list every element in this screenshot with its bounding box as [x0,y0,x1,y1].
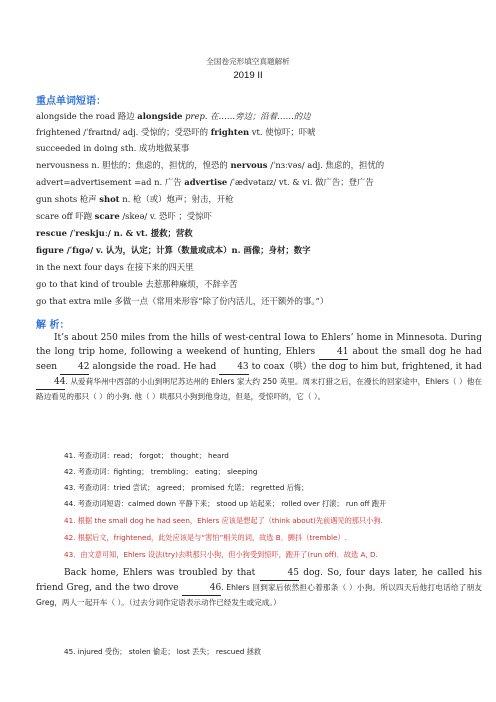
reasoning-43: 43．由文意可知，Ehlers 设法(try)去哄那只小狗，但小狗受到惊吓，跑开了(run off)．故选 A, D. [64,550,378,559]
vocab-item: scare off 吓跑 scare /skeə/ v. 恐吓 ；受惊吓 [36,211,212,221]
vocab-item: go that extra mile 多做一点（常用来形容“除了份内活儿，还干额外的事。”） [36,296,329,306]
passage-paragraph-2: Back home, Ehlers was troubled by that 45 dog. So, four days later, he called his friend Greg, and the two drove 46. Ehlers 回到家后依然担心着那条（ ）小狗。所以四天后他打电话给了朋友 Greg，两人一起开车（ ）。（过去分词作定语表示动作已经发生或完成。） [36,568,482,607]
blank-44: 44 [36,375,65,390]
blank-41: 41 [319,345,348,360]
vocab-item: figure /ˈfɪɡə/ v. 认为，认定；计算（数量或成本）n. 画像；身材；数字 [36,245,311,255]
analysis-heading: 解 析： [36,320,70,331]
blank-46: 46 [182,581,221,596]
vocab-item: rescue /ˈreskjuː/ n. & vt. 援救；营救 [36,228,193,238]
vocab-item: gun shots 枪声 shot n. 枪（或）炮声；射击，开枪 [36,194,234,204]
vocab-item: succeeded in doing sth. 成功地做某事 [36,143,190,153]
vocab-item: go to that kind of trouble 去惹那种麻烦，不辞辛苦 [36,279,238,289]
reasoning-42: 42. 根据后文，frightened，此处应该是与“害怕”相关的词，故选 B．颤抖（tremble）. [64,533,347,542]
option-line-45: 45. injured 受伤； stolen 偷走； lost 丢失； rescued 拯救 [64,647,262,656]
reasoning-41: 41. 根据 the small dog he had seen，Ehlers 应该是想起了（think about)先前遇见的那只小狗. [64,516,383,525]
vocab-item: in the next four days 在接下来的四天里 [36,262,194,272]
vocab-item: advert=advertisement =ad n. 广告 advertise /ˈædvətaɪz/ vt. & vi. 做广告；登广告 [36,177,374,187]
passage-paragraph-1: It’s about 250 miles from the hills of west-central Iowa to Ehlers’ home in Minnesota. During the long trip home, following a weekend of hunting, Ehlers 41 about the small dog he had seen 42 alongside the road. He had 43 to coax（哄）the dog to him but, frightened, it had 44. 从爱荷华州中西部的小山到明尼苏达州的 Ehlers 家大约 250 英里。周末打猎之后，在漫长的回家途中，Ehlers（ ）他在路边看见的那只（ ）的小狗. 他（ ）哄那只小狗到他身边，但是，受惊吓的，它（ ）。 [36,333,482,401]
document-title: 全国卷完形填空真题解析 [206,57,290,66]
blank-45: 45 [260,566,299,581]
vocab-item: frightened /ˈfraɪtnd/ adj. 受惊的；受恐吓的 frighten vt. 使惊吓；吓唬 [36,127,316,137]
option-line-42: 42. 考查动词：fighting； trembling； eating； sleeping [64,467,258,476]
option-line-44: 44. 考查动词短语：calmed down 平静下来； stood up 站起来； rolled over 打滚； run off 跑开 [64,499,387,508]
vocab-item: alongside the road 路边 alongside prep. 在……旁边；沿着……的边 [36,111,311,121]
blank-43: 43 [219,360,248,375]
blank-42: 42 [60,360,89,375]
option-line-43: 43. 考查动词：tried 尝试； agreed； promised 允诺； regretted 后悔； [64,483,309,492]
document-year: 2019 II [233,70,263,81]
option-line-41: 41. 考查动词：read； forgot； thought； heard [64,451,229,460]
vocab-item: nervousness n. 胆怯的；焦虑的，担忧的，惶恐的 nervous /ˈnɜːvəs/ adj. 焦虑的，担忧的 [36,160,385,170]
vocab-heading: 重点单词短语： [36,96,106,107]
